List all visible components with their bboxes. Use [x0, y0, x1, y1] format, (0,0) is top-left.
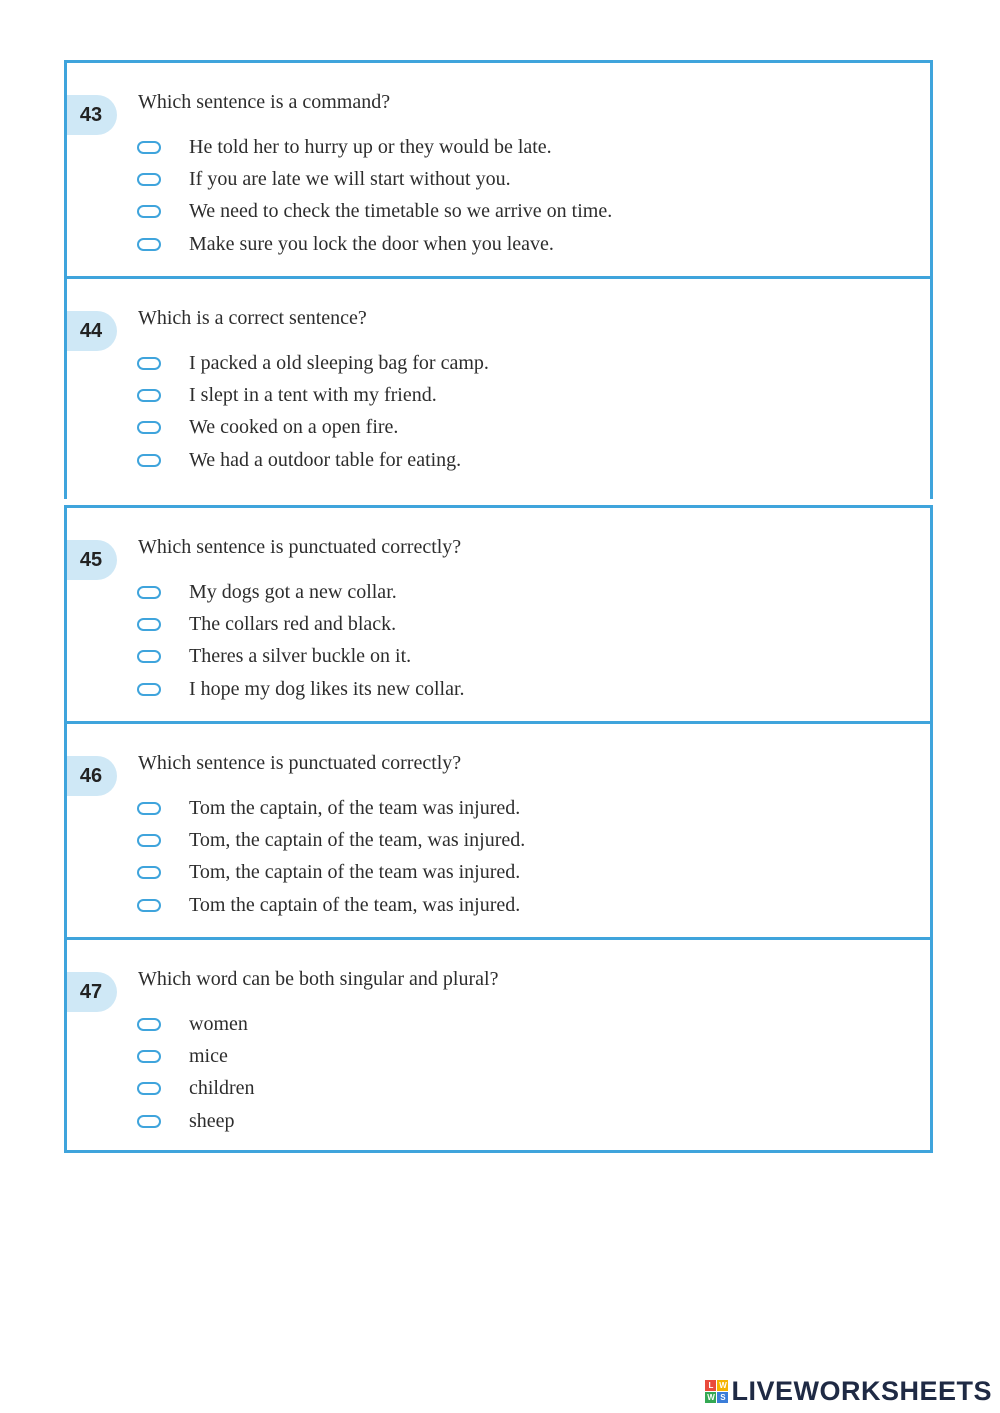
answer-option[interactable] [137, 1073, 255, 1105]
answer-option[interactable] [137, 673, 465, 705]
question-46 [67, 724, 930, 940]
option-label: He told her to hurry up or they would be late. [189, 135, 552, 158]
radio-bubble-icon[interactable] [137, 586, 161, 599]
radio-bubble-icon[interactable] [137, 618, 161, 631]
option-label: We cooked on a open fire. [189, 416, 399, 439]
answer-option[interactable] [137, 1008, 255, 1040]
option-label: women [189, 1012, 248, 1035]
option-label: Make sure you lock the door when you leave. [189, 232, 554, 255]
radio-bubble-icon[interactable] [137, 238, 161, 251]
answer-option[interactable] [137, 228, 612, 260]
question-number: 43 [67, 95, 117, 135]
answer-option[interactable] [137, 412, 489, 444]
radio-bubble-icon[interactable] [137, 454, 161, 467]
logo-mark-cell: W [707, 1393, 715, 1402]
radio-bubble-icon[interactable] [137, 205, 161, 218]
logo-mark-cell: S [717, 1392, 728, 1403]
radio-bubble-icon[interactable] [137, 866, 161, 879]
answer-options [137, 576, 465, 705]
option-label: Tom the captain of the team, was injured. [189, 893, 521, 916]
radio-bubble-icon[interactable] [137, 389, 161, 402]
radio-bubble-icon[interactable] [137, 141, 161, 154]
option-label: If you are late we will start without you. [189, 167, 511, 190]
answer-option[interactable] [137, 444, 489, 476]
radio-bubble-icon[interactable] [137, 683, 161, 696]
answer-option[interactable] [137, 576, 465, 608]
option-label: Tom the captain, of the team was injured. [189, 796, 521, 819]
question-number: 44 [67, 311, 117, 351]
option-label: The collars red and black. [189, 612, 397, 635]
radio-bubble-icon[interactable] [137, 834, 161, 847]
option-label: sheep [189, 1109, 235, 1132]
option-label: I slept in a tent with my friend. [189, 383, 437, 406]
option-label: Theres a silver buckle on it. [189, 645, 412, 668]
question-prompt: Which sentence is punctuated correctly? [138, 752, 462, 774]
logo-mark-cell: W [719, 1381, 727, 1390]
answer-option[interactable] [137, 131, 612, 163]
logo-mark-icon [705, 1380, 728, 1403]
answer-option[interactable] [137, 792, 525, 824]
option-label: Tom, the captain of the team was injured. [189, 861, 521, 884]
answer-option[interactable] [137, 1105, 255, 1137]
option-label: children [189, 1077, 255, 1100]
answer-options [137, 131, 612, 260]
answer-options [137, 1008, 255, 1137]
radio-bubble-icon[interactable] [137, 650, 161, 663]
option-label: Tom, the captain of the team, was injured. [189, 828, 526, 851]
radio-bubble-icon[interactable] [137, 357, 161, 370]
radio-bubble-icon[interactable] [137, 1018, 161, 1031]
question-47 [67, 940, 930, 1156]
logo-mark-cell: L [705, 1380, 716, 1391]
radio-bubble-icon[interactable] [137, 899, 161, 912]
answer-option[interactable] [137, 379, 489, 411]
radio-bubble-icon[interactable] [137, 802, 161, 815]
question-number: 47 [67, 972, 117, 1012]
option-label: We had a outdoor table for eating. [189, 448, 462, 471]
option-label: mice [189, 1044, 228, 1067]
answer-option[interactable] [137, 196, 612, 228]
question-block-bottom [64, 505, 933, 1153]
answer-options [137, 347, 489, 476]
radio-bubble-icon[interactable] [137, 421, 161, 434]
answer-options [137, 792, 525, 921]
answer-option[interactable] [137, 857, 525, 889]
option-label: We need to check the timetable so we arrive on time. [189, 200, 613, 223]
option-label: My dogs got a new collar. [189, 580, 397, 603]
option-label: I packed a old sleeping bag for camp. [189, 351, 489, 374]
option-label: I hope my dog likes its new collar. [189, 677, 465, 700]
answer-option[interactable] [137, 824, 525, 856]
question-prompt: Which sentence is a command? [138, 91, 391, 113]
radio-bubble-icon[interactable] [137, 173, 161, 186]
liveworksheets-logo[interactable] [705, 1376, 992, 1407]
question-43 [67, 63, 930, 279]
radio-bubble-icon[interactable] [137, 1082, 161, 1095]
question-block-top [64, 60, 933, 499]
question-45 [67, 508, 930, 724]
question-44 [67, 279, 930, 495]
answer-option[interactable] [137, 889, 525, 921]
answer-option[interactable] [137, 1040, 255, 1072]
answer-option[interactable] [137, 163, 612, 195]
answer-option[interactable] [137, 347, 489, 379]
logo-text: LIVEWORKSHEETS [731, 1376, 992, 1406]
question-number: 45 [67, 540, 117, 580]
question-number: 46 [67, 756, 117, 796]
radio-bubble-icon[interactable] [137, 1050, 161, 1063]
question-prompt: Which is a correct sentence? [138, 307, 367, 329]
answer-option[interactable] [137, 608, 465, 640]
radio-bubble-icon[interactable] [137, 1115, 161, 1128]
question-prompt: Which word can be both singular and plural? [138, 968, 499, 990]
question-prompt: Which sentence is punctuated correctly? [138, 536, 462, 558]
answer-option[interactable] [137, 641, 465, 673]
